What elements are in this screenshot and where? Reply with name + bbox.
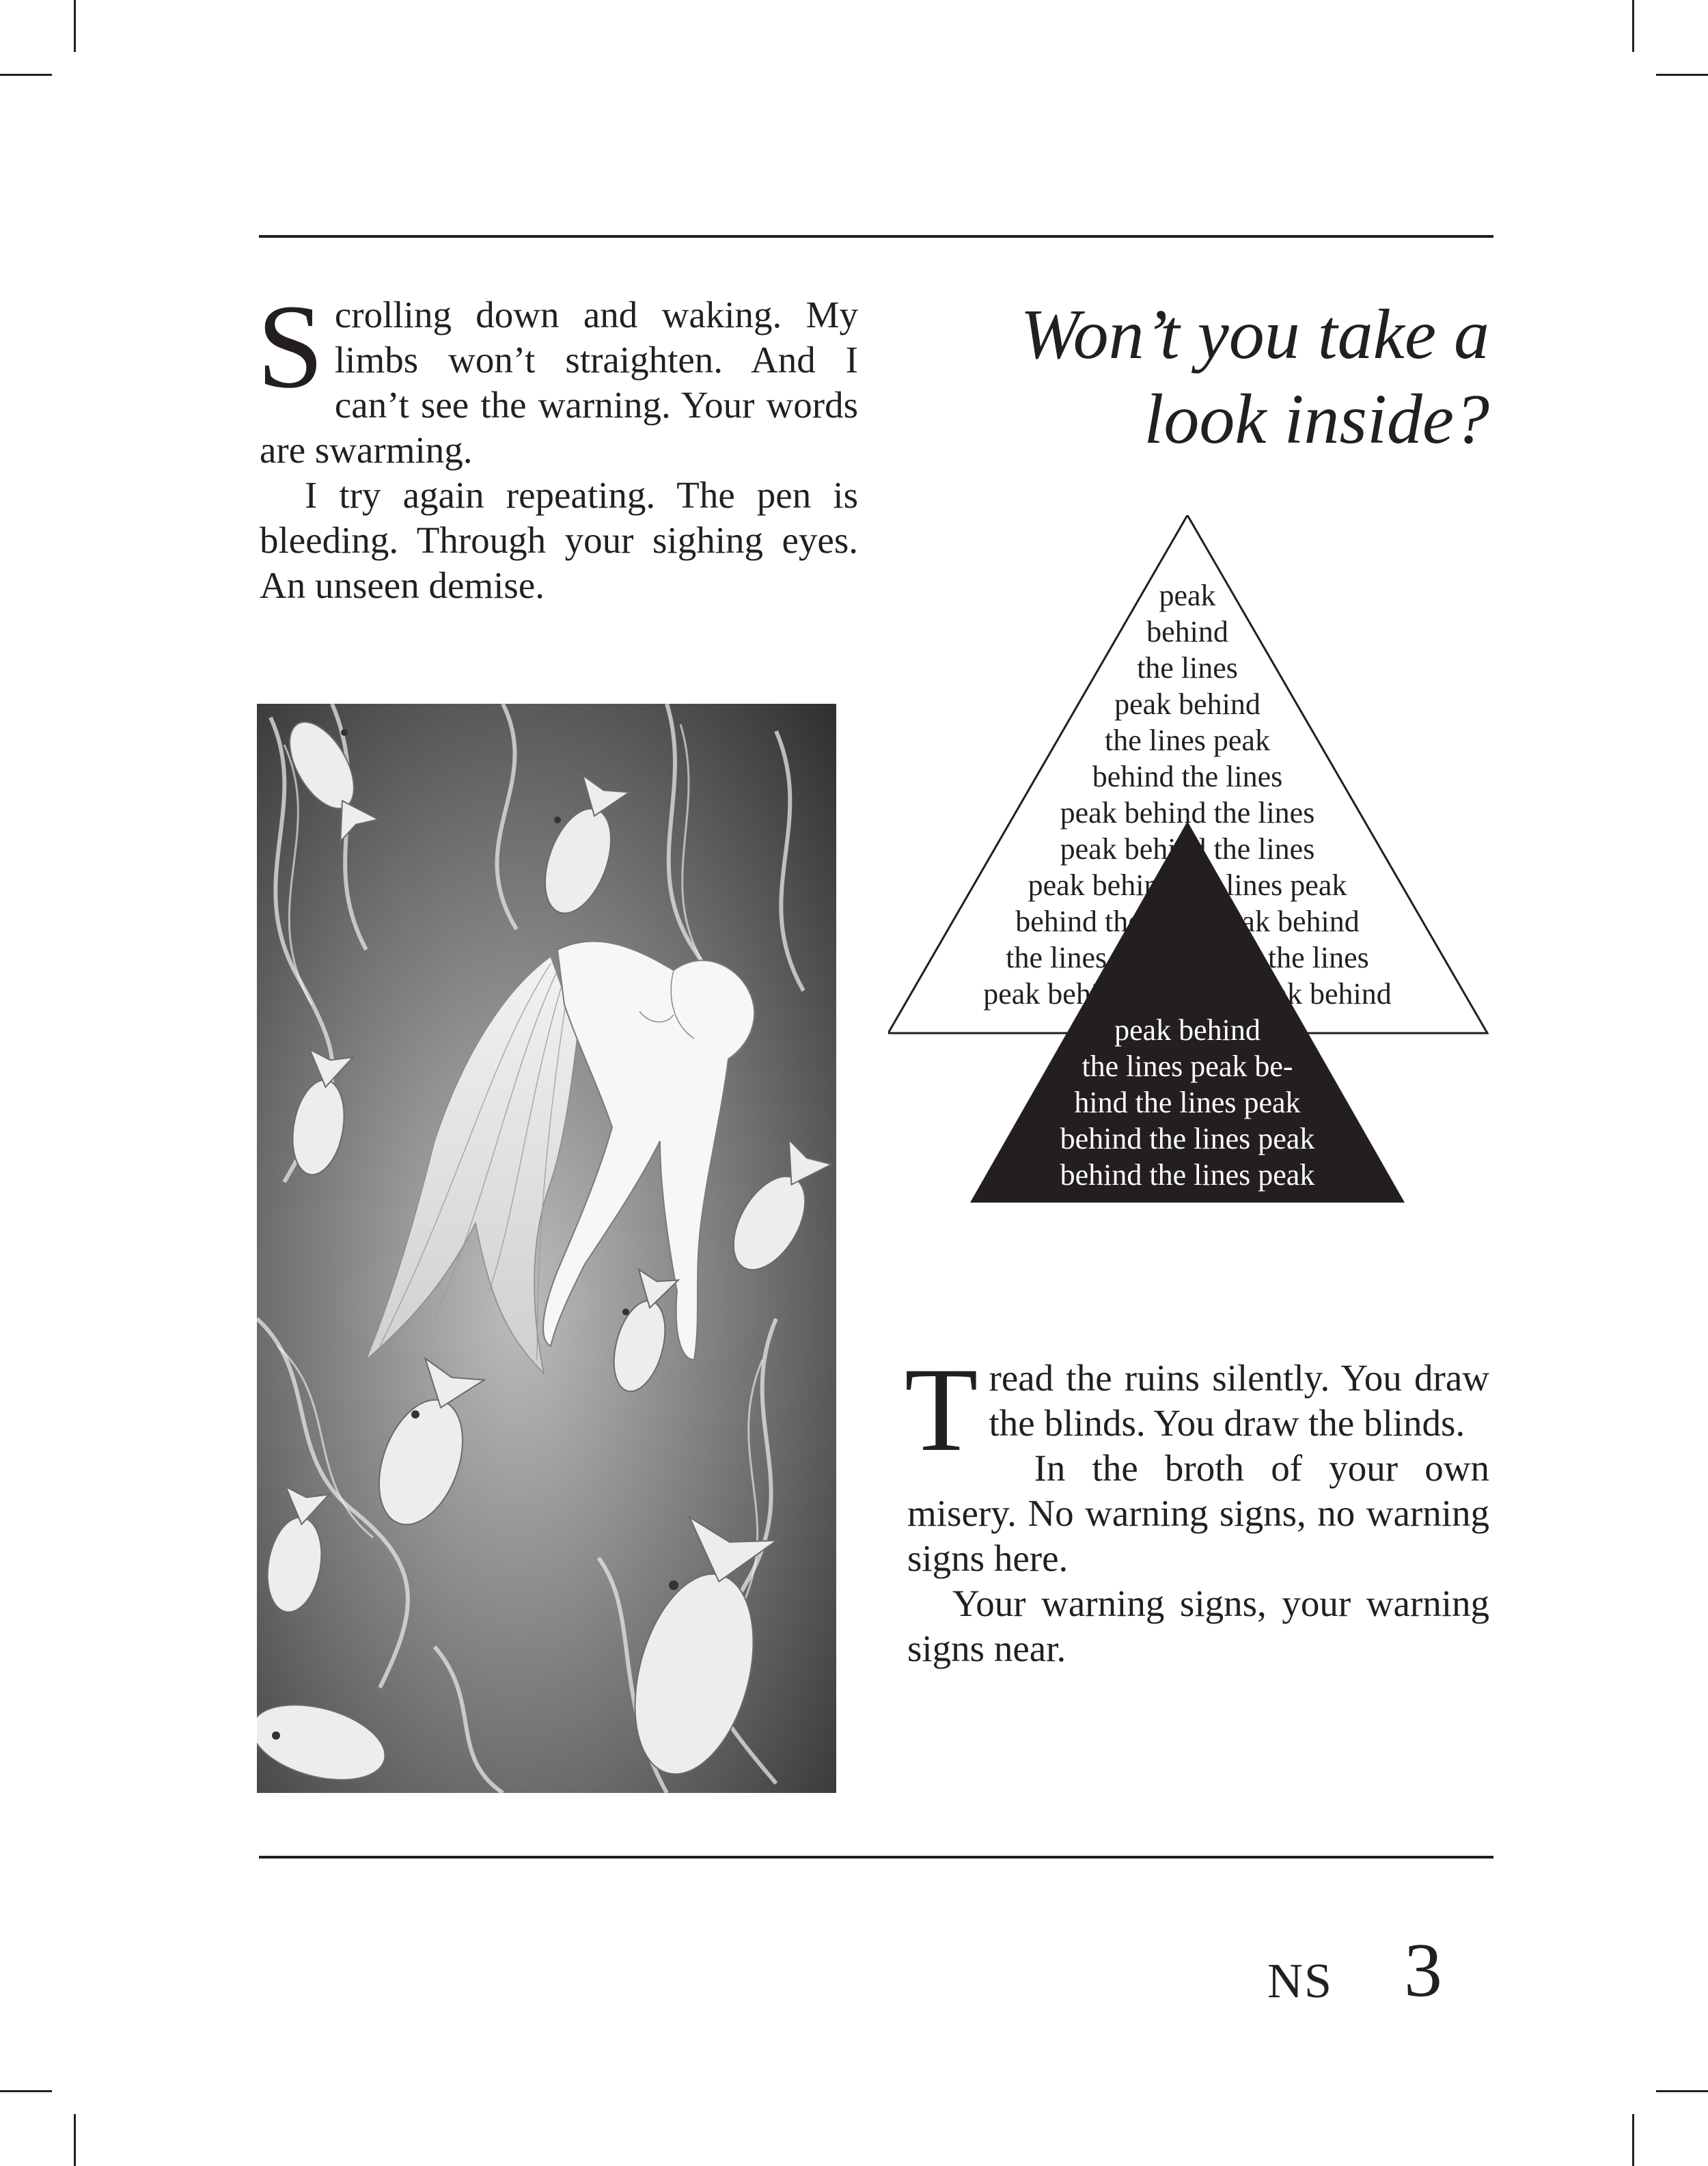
crop-mark [0, 74, 52, 76]
triangle-text-line: behind the lines [1092, 760, 1283, 793]
crop-mark [1656, 74, 1708, 76]
underwater-figure-illustration [257, 704, 836, 1793]
triangle-text [888, 515, 1489, 1205]
pull-quote [874, 292, 1489, 462]
triangle-text-line: peak behind the lines peak [1028, 868, 1347, 902]
right-column-text [905, 1343, 1489, 1671]
paragraph: read the ruins silently. You draw the blinds. You draw the blinds. [989, 1357, 1489, 1444]
crop-mark [1632, 2114, 1634, 2166]
pull-quote-line: Won’t you take a [1020, 295, 1489, 374]
triangle-text-line: the lines [1137, 651, 1238, 685]
dropcap: T [905, 1343, 978, 1477]
triangle-text-line: peak behind the lines [1060, 832, 1315, 866]
crop-mark [74, 0, 76, 52]
paragraph: crolling down and waking. My limbs won’t straighten. And I can’t see the warning. Your words are swarming. [260, 294, 858, 471]
triangle-text-line: the lines peak behind the lines [1006, 941, 1369, 974]
top-rule [259, 235, 1493, 238]
crop-mark [0, 2090, 52, 2092]
triangle-text-line: the lines peak be- [1082, 1050, 1293, 1083]
pull-quote-line: look inside? [1144, 380, 1489, 458]
triangle-text-line: peak [1159, 579, 1216, 612]
triangle-text-line: hind the lines peak [1074, 1086, 1301, 1119]
triangle-text-line: behind the lines peak [1060, 1158, 1315, 1192]
magazine-initials: NS [1267, 1953, 1334, 2008]
left-column-text [257, 280, 858, 608]
triangle-text-line: behind [1146, 615, 1228, 648]
crop-mark [1656, 2090, 1708, 2092]
triangle-text-line: peak behind the lines peak behind [983, 977, 1392, 1011]
triangle-text-line: peak behind the lines [1060, 796, 1315, 830]
bottom-rule [259, 1856, 1493, 1859]
triangle-text-line: peak behind [1114, 1013, 1261, 1047]
triangle-text-graphic [888, 515, 1489, 1205]
dropcap: S [257, 280, 324, 413]
crop-mark [74, 2114, 76, 2166]
triangle-text-line: the lines peak [1105, 724, 1270, 757]
paragraph: Your warning signs, your warning signs near. [907, 1582, 1489, 1669]
triangle-text-line: behind the lines peak behind [1015, 905, 1360, 938]
triangle-text-line: peak behind [1114, 687, 1261, 721]
crop-mark [1632, 0, 1634, 52]
page-number: 3 [1404, 1928, 1442, 2013]
paragraph: I try again repeating. The pen is bleeding. Through your sighing eyes. An unseen demise. [260, 474, 858, 606]
triangle-text-line: behind the lines peak [1060, 1122, 1315, 1155]
paragraph: In the broth of your own misery. No warning signs, no warning signs here. [907, 1447, 1489, 1579]
